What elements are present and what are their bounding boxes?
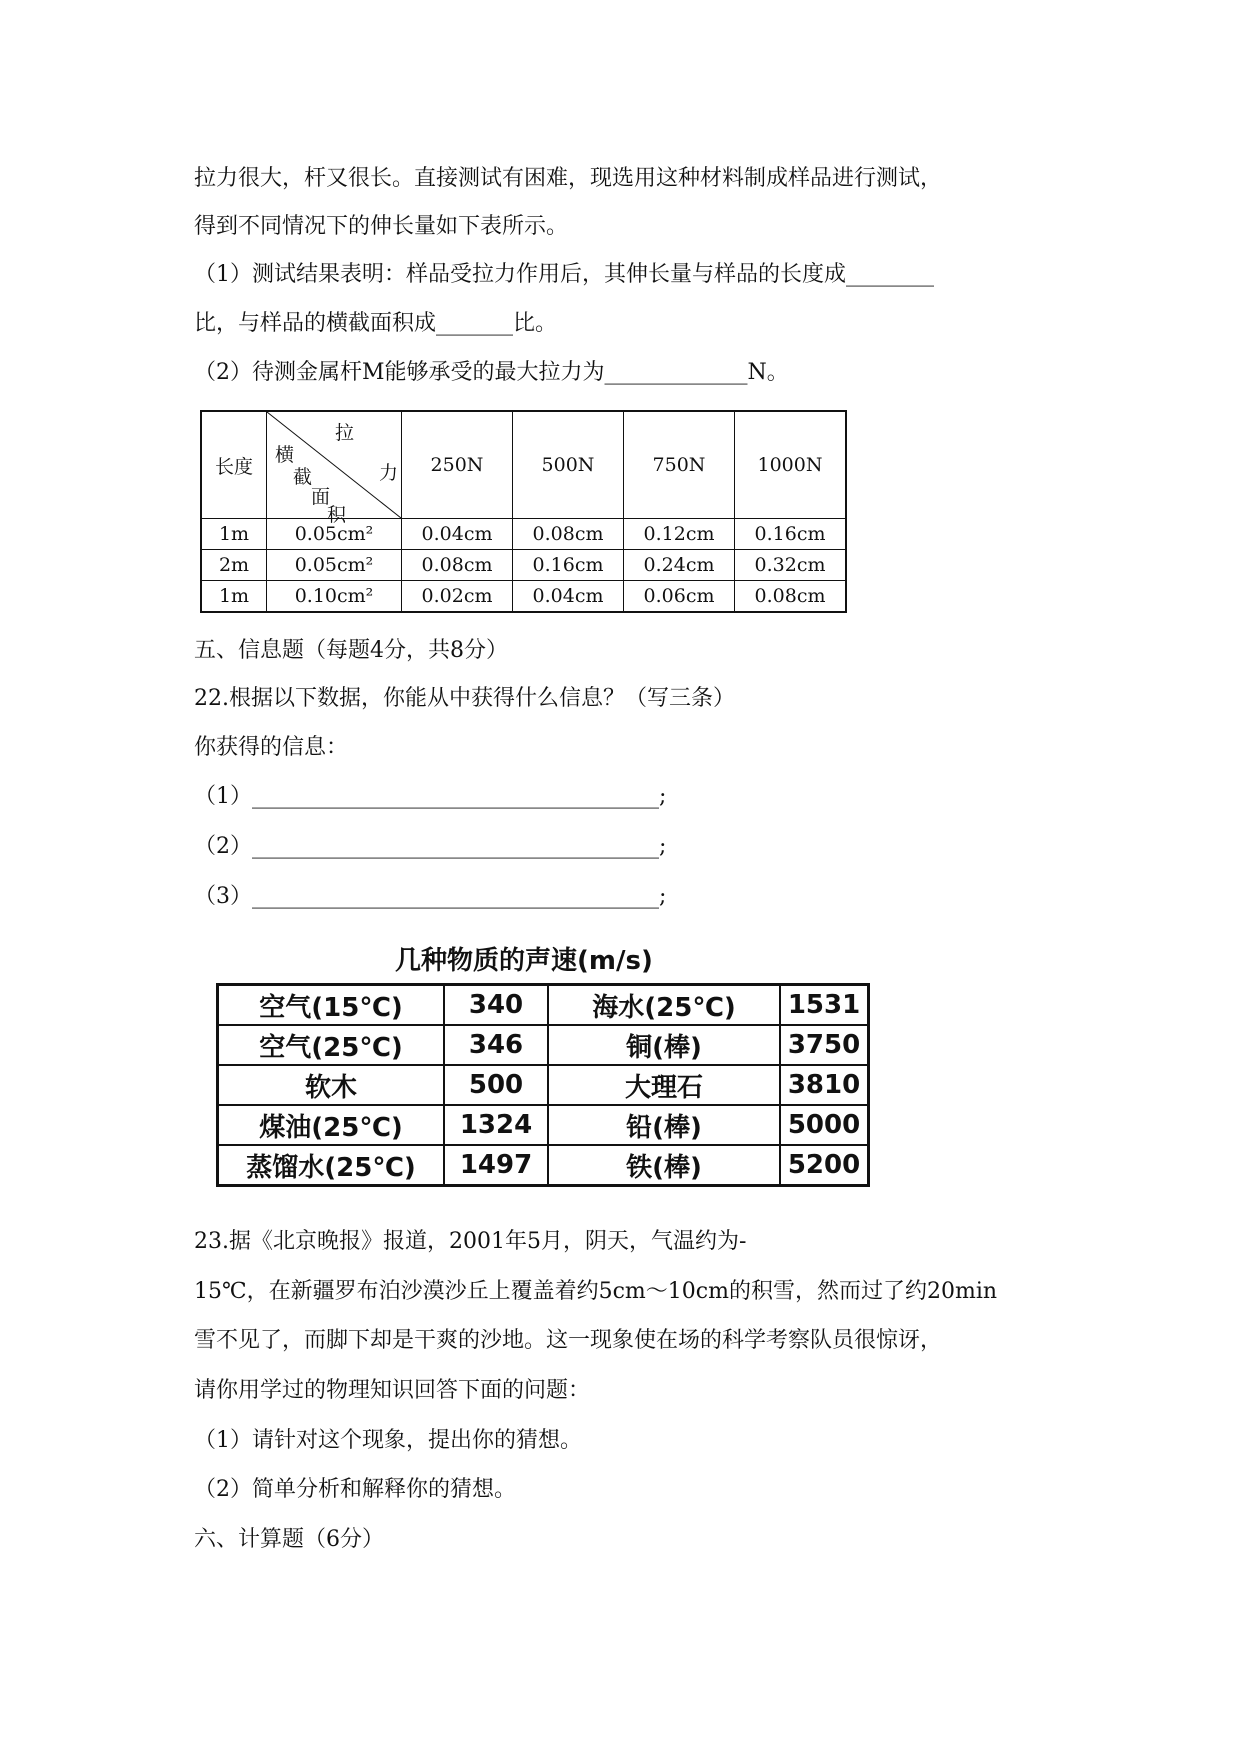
intro-line-2: 得到不同情况下的伸长量如下表所示。: [194, 214, 569, 239]
q23-sub-2: （2）简单分析和解释你的猜想。: [194, 1477, 516, 1502]
cell-speed: 3810: [780, 1065, 869, 1105]
q23-line-4: 请你用学过的物理知识回答下面的问题：: [194, 1378, 591, 1403]
diag-top-char-1: 拉: [335, 422, 355, 444]
sound-table-caption: 几种物质的声速(m/s): [395, 946, 653, 976]
sound-speed-table: [216, 983, 870, 1187]
table-row: [218, 1065, 869, 1105]
diag-bottom-char-4: 积: [327, 504, 347, 526]
answer-blank-2[interactable]: （2）_____________________________________;: [194, 834, 667, 859]
cell-speed: 340: [444, 985, 548, 1026]
cell-value: 0.08cm: [735, 581, 847, 613]
table-row: [218, 985, 869, 1026]
diag-bottom-char-3: 面: [311, 486, 331, 508]
table-row: [218, 1145, 869, 1186]
cell-material: 软木: [218, 1065, 445, 1105]
cell-material: 大理石: [548, 1065, 780, 1105]
q21-part1-line2: 比，与样品的横截面积成_______比。: [194, 311, 558, 336]
cell-area: 0.05cm²: [267, 550, 402, 581]
table-row: [201, 581, 846, 613]
header-force-250: 250N: [402, 411, 513, 519]
answer-blank-3[interactable]: （3）_____________________________________;: [194, 884, 667, 909]
diag-bottom-char-1: 横: [275, 444, 295, 466]
cell-value: 0.04cm: [513, 581, 624, 613]
cell-material: 铜(棒): [548, 1025, 780, 1065]
q23-line-3: 雪不见了，而脚下却是干爽的沙地。这一现象使在场的科学考察队员很惊讶，: [194, 1328, 943, 1353]
q23-line-2: 15℃，在新疆罗布泊沙漠沙丘上覆盖着约5cm～10cm的积雪，然而过了约20min: [194, 1279, 998, 1304]
answer-blank-1[interactable]: （1）_____________________________________;: [194, 784, 667, 809]
table-row: [218, 1105, 869, 1145]
cell-value: 0.32cm: [735, 550, 847, 581]
header-force-1000: 1000N: [735, 411, 847, 519]
table-row: [201, 519, 846, 550]
intro-line-1: 拉力很大，杆又很长。直接测试有困难，现选用这种材料制成样品进行测试，: [194, 166, 943, 191]
cell-speed: 346: [444, 1025, 548, 1065]
cell-material: 铁(棒): [548, 1145, 780, 1186]
diag-bottom-char-2: 截: [293, 466, 313, 488]
cell-material: 空气(15℃): [218, 985, 445, 1026]
cell-speed: 1497: [444, 1145, 548, 1186]
cell-value: 0.24cm: [624, 550, 735, 581]
cell-value: 0.16cm: [735, 519, 847, 550]
cell-material: 铅(棒): [548, 1105, 780, 1145]
header-force-750: 750N: [624, 411, 735, 519]
cell-value: 0.08cm: [402, 550, 513, 581]
cell-material: 蒸馏水(25℃): [218, 1145, 445, 1186]
cell-speed: 1324: [444, 1105, 548, 1145]
q22-prompt: 你获得的信息：: [194, 735, 349, 760]
q22-text: 22.根据以下数据，你能从中获得什么信息？（写三条）: [194, 686, 735, 711]
header-length: 长度: [201, 411, 267, 519]
table-row: [201, 550, 846, 581]
cell-length: 2m: [201, 550, 267, 581]
cell-area: 0.10cm²: [267, 581, 402, 613]
table-row: [218, 1025, 869, 1065]
tensile-table: [200, 410, 847, 613]
cell-material: 海水(25℃): [548, 985, 780, 1026]
cell-length: 1m: [201, 519, 267, 550]
header-diagonal-cell: [267, 411, 402, 526]
cell-value: 0.02cm: [402, 581, 513, 613]
cell-value: 0.16cm: [513, 550, 624, 581]
cell-speed: 5000: [780, 1105, 869, 1145]
section6-title: 六、计算题（6分）: [194, 1527, 384, 1552]
header-force-500: 500N: [513, 411, 624, 519]
cell-length: 1m: [201, 581, 267, 613]
cell-area: 0.05cm²: [267, 519, 402, 550]
cell-value: 0.12cm: [624, 519, 735, 550]
cell-value: 0.04cm: [402, 519, 513, 550]
cell-speed: 5200: [780, 1145, 869, 1186]
cell-speed: 1531: [780, 985, 869, 1026]
cell-material: 空气(25℃): [218, 1025, 445, 1065]
q21-part2: （2）待测金属杆M能够承受的最大拉力为_____________N。: [194, 360, 789, 385]
cell-value: 0.06cm: [624, 581, 735, 613]
cell-speed: 500: [444, 1065, 548, 1105]
cell-material: 煤油(25℃): [218, 1105, 445, 1145]
q23-line-1: 23.据《北京晚报》报道，2001年5月，阴天，气温约为-: [194, 1229, 747, 1254]
cell-speed: 3750: [780, 1025, 869, 1065]
diag-top-char-2: 力: [379, 462, 399, 484]
q21-part1-line1: （1）测试结果表明：样品受拉力作用后，其伸长量与样品的长度成________: [194, 262, 934, 287]
section5-title: 五、信息题（每题4分，共8分）: [194, 638, 508, 663]
cell-value: 0.08cm: [513, 519, 624, 550]
q23-sub-1: （1）请针对这个现象，提出你的猜想。: [194, 1428, 582, 1453]
